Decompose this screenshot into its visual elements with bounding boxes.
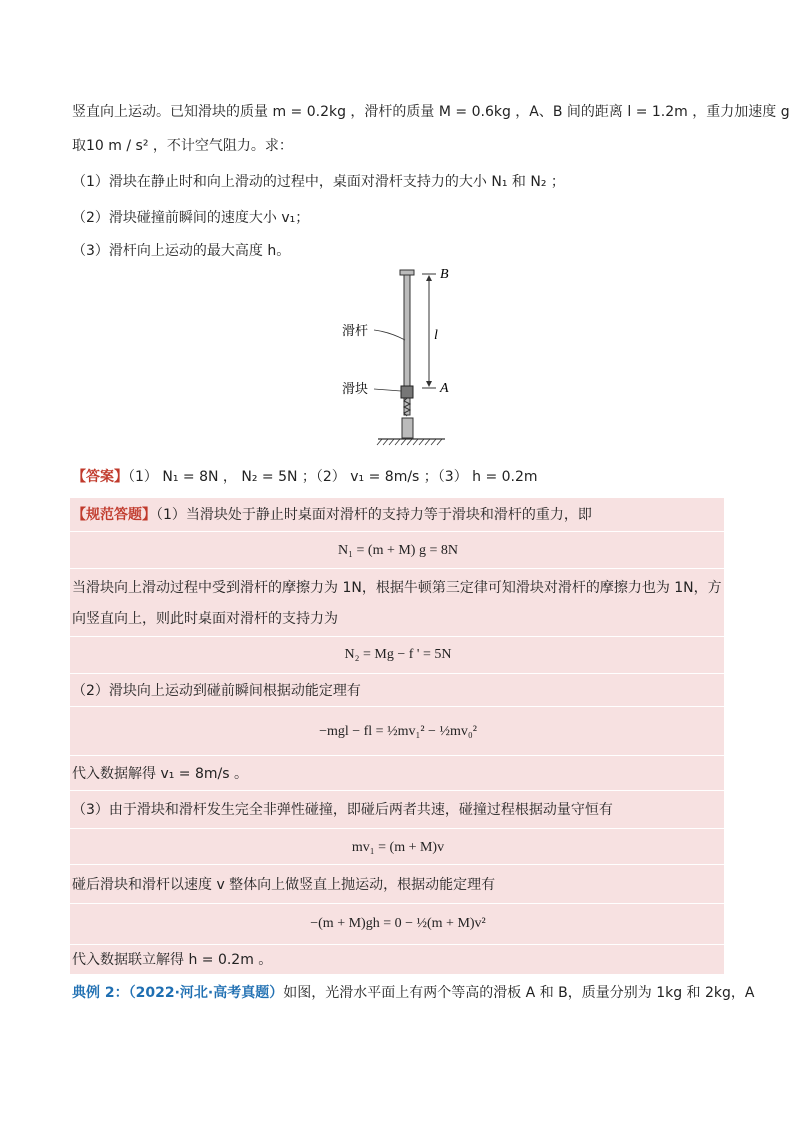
solution-para-7: 代入数据联立解得 h = 0.2m 。 — [72, 952, 273, 968]
question-2: （2）滑块碰撞前瞬间的速度大小 v₁； — [72, 210, 310, 226]
block-leader — [374, 389, 401, 391]
label-A: A — [440, 381, 449, 396]
rod-leader — [374, 330, 405, 340]
problem-line-1: 竖直向上运动。已知滑块的质量 m = 0.2kg ，滑杆的质量 M = 0.6kg ，A、B 间的距离 l = 1.2m ，重力加速度 g — [72, 104, 790, 120]
problem-line-2: 取10 m / s² ，不计空气阻力。求： — [72, 138, 293, 154]
example-2-tag: 典例 2：（2022·河北·高考真题） — [72, 985, 284, 1001]
solution-para-1: 【规范答题】（1）当滑块处于静止时桌面对滑杆的支持力等于滑块和滑杆的重力，即 — [72, 507, 592, 523]
solution-para-6: 碰后滑块和滑杆以速度 v 整体向上做竖直上抛运动，根据动能定理有 — [72, 877, 496, 893]
answer-text: （1） N₁ = 8N ， N₂ = 5N ；（2） v₁ = 8m/s ；（3） h = 0.2m — [128, 469, 538, 485]
question-1: （1）滑块在静止时和向上滑动的过程中，桌面对滑杆支持力的大小 N₁ 和 N₂ ； — [72, 174, 565, 190]
answer-line — [72, 467, 538, 487]
equation-5: −(m + M)gh = 0 − ½(m + M)v² — [310, 916, 486, 931]
answer-tag: 【答案】 — [72, 469, 128, 485]
equation-1: N₁ = (m + M) g = 8N — [338, 543, 458, 558]
rod-base — [402, 418, 413, 438]
label-rod: 滑杆 — [342, 323, 369, 338]
solution-para-2b: 向竖直向上，则此时桌面对滑杆的支持力为 — [72, 611, 338, 627]
rod-block-figure — [330, 262, 480, 452]
equation-3: −mgl − fl = ½mv₁² − ½mv₀² — [319, 724, 477, 739]
rod-top-cap — [400, 270, 414, 275]
solution-tag: 【规范答题】 — [72, 507, 156, 523]
label-l: l — [434, 328, 438, 343]
label-B: B — [440, 267, 449, 282]
block — [401, 386, 413, 398]
equation-2: N₂ = Mg − f ' = 5N — [344, 647, 452, 662]
solution-para-5: （3）由于滑块和滑杆发生完全非弹性碰撞，即碰后两者共速，碰撞过程根据动量守恒有 — [72, 802, 613, 818]
solution-para-4: 代入数据解得 v₁ = 8m/s 。 — [72, 766, 248, 782]
equation-4: mv₁ = (m + M)v — [351, 840, 445, 855]
question-3: （3）滑杆向上运动的最大高度 h。 — [72, 243, 291, 259]
example-2-line — [72, 983, 754, 1003]
solution-para-2a: 当滑块向上滑动过程中受到滑杆的摩擦力为 1N，根据牛顿第三定律可知滑块对滑杆的摩擦力也为 1N，方 — [72, 580, 722, 596]
example-2-text: 如图，光滑水平面上有两个等高的滑板 A 和 B，质量分别为 1kg 和 2kg，A — [283, 985, 755, 1001]
label-block: 滑块 — [342, 381, 369, 396]
solution-para-3: （2）滑块向上运动到碰前瞬间根据动能定理有 — [72, 683, 361, 699]
